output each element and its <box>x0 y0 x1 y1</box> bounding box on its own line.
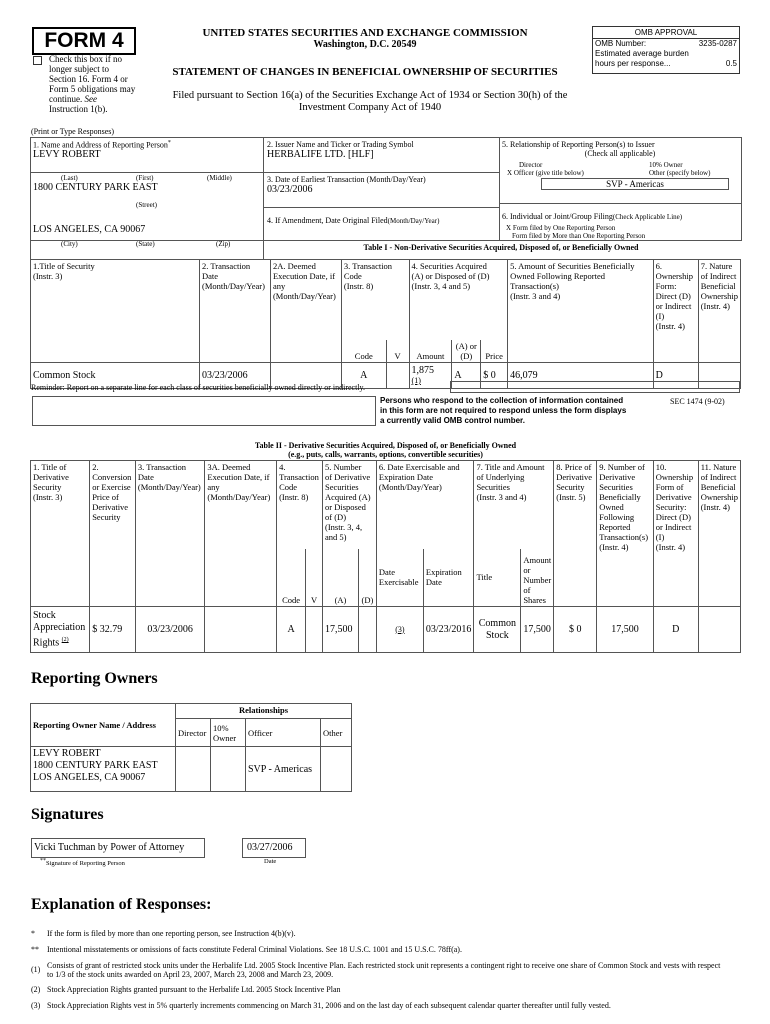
t2-h9: 9. Number of <box>599 462 645 472</box>
t2-h6: 6. Date Exercisable and <box>378 462 460 472</box>
notice-line-1: Persons who respond to the collection of information contained <box>380 396 624 405</box>
notice-line-2: in this form are not required to respond unless the form displays <box>380 406 627 415</box>
ro-owner-line: LEVY ROBERT <box>33 748 101 759</box>
t2-row-uamount: 17,500 <box>523 623 551 635</box>
t1-h2c: (Month/Day/Year) <box>202 281 265 291</box>
t1-h3b: Code <box>343 271 362 281</box>
t2-sub-exp: Expiration <box>425 567 462 578</box>
t1-h1b: (Instr. 3) <box>33 271 63 281</box>
t2-sub-amount: Number <box>523 575 552 585</box>
print-type: (Print or Type Responses) <box>31 127 115 136</box>
t2-h3a: any <box>207 482 220 492</box>
t2-h11: 11. Nature <box>700 462 737 472</box>
t2-h4: 4. <box>279 462 286 472</box>
t2-sub-exp: Date <box>425 577 442 588</box>
t2-h8: Security <box>556 482 585 492</box>
signature-date: 03/27/2006 <box>242 838 306 858</box>
t1-h3: 3. Transaction <box>343 261 393 271</box>
signatures-heading: Signatures <box>31 806 104 823</box>
t1-h4b: (A) or Disposed of (D) <box>411 271 490 281</box>
t1-h2a2: Execution Date, if <box>272 271 336 281</box>
t2-h10: (Instr. 4) <box>655 542 686 552</box>
t1-code: Code <box>354 350 373 361</box>
omb-hours-value: 0.5 <box>725 59 737 68</box>
footnote-1-link[interactable]: (1) <box>411 376 421 385</box>
t2-row-utitle: Stock <box>485 629 509 641</box>
t1-v: V <box>394 350 401 361</box>
t2-sub-code: Code <box>282 595 301 605</box>
t2-h3a: 3A. Deemed <box>207 462 251 472</box>
checkbox-line: Instruction 1(b). <box>49 104 108 114</box>
table-row <box>31 607 741 653</box>
t2-h10: 10. <box>655 462 667 472</box>
t2-h5: Acquired (A) <box>325 492 371 502</box>
t2-h3: Date <box>137 472 154 482</box>
t1-h2a4: (Month/Day/Year) <box>272 291 336 301</box>
t1-h2a: 2A. Deemed <box>272 261 316 271</box>
ro-col-ten: Owner <box>213 732 237 743</box>
t1-h7e: (Instr. 4) <box>700 301 730 311</box>
t2-h5: of Derivative <box>325 472 371 482</box>
t1-h1: 1.Title of Security <box>33 261 95 271</box>
filed-line-1: Filed pursuant to Section 16(a) of the Securities Exchange Act of 1934 or Section 30(h) of the <box>172 90 568 101</box>
reminder: Reminder: Report on a separate line for each class of securities beneficially owned directly or indirectly. <box>31 383 366 392</box>
omb-hours-label: hours per response... <box>595 59 671 68</box>
t2-h9: Owned <box>599 502 624 512</box>
officer-mark: X <box>507 169 513 177</box>
t2-h10: Form of <box>655 482 684 492</box>
t2-h10: Ownership <box>655 472 694 482</box>
explanation-heading: Explanation of Responses: <box>31 896 212 913</box>
t2-h10: Direct (D) <box>655 512 691 522</box>
ro-relationships: Relationships <box>238 705 289 715</box>
t2-h5: 5. Number <box>325 462 362 472</box>
earliest-date: 03/23/2006 <box>267 184 313 195</box>
box5-sub: (Check all applicable) <box>584 149 656 158</box>
note-text: Stock Appreciation Rights vest in 5% quarterly increments commencing on March 31, 2006 and on the last day of each subsequent calendar quarter thereafter until fully vested. <box>47 1001 611 1010</box>
box2-label: 2. Issuer Name and Ticker or Trading Symbol <box>267 140 414 149</box>
t1-price: Price <box>485 350 503 361</box>
ro-officer-value: SVP - Americas <box>248 763 313 775</box>
t2-h3: (Month/Day/Year) <box>137 482 201 492</box>
t2-h11: Beneficial <box>700 482 736 492</box>
t2-h7: of Underlying <box>476 472 525 482</box>
t2-row-price: $ 32.79 <box>92 623 123 635</box>
t2-h1: Derivative <box>33 472 69 482</box>
sig-spacer <box>203 838 241 856</box>
t2-h10: or Indirect <box>655 522 692 532</box>
box4-sub: (Month/Day/Year) <box>387 217 440 225</box>
t2-h10: Derivative <box>655 492 692 502</box>
t1-h2a3: any <box>272 281 286 291</box>
t2-h8: Derivative <box>556 472 593 482</box>
form-badge-text: FORM 4 <box>44 29 124 52</box>
t1-aord: (A) or <box>455 340 477 351</box>
issuer-name: HERBALIFE LTD. [HLF] <box>267 149 374 160</box>
notice-line-3: a currently valid OMB control number. <box>380 416 525 425</box>
t2-h6: (Month/Day/Year) <box>378 482 442 492</box>
officer-title: SVP - Americas <box>541 178 729 190</box>
explanation-list <box>31 929 721 1010</box>
t2-sub-title: Title <box>476 572 493 583</box>
t1-h2b: Date <box>202 271 219 281</box>
t2-h1: (Instr. 3) <box>33 492 63 502</box>
box6-line1: Form filed by One Reporting Person <box>512 224 616 232</box>
omb-number-label: OMB Number: <box>595 39 647 48</box>
signer-label: Signature of Reporting Person <box>46 860 125 868</box>
box4-label: 4. If Amendment, Date Original Filed <box>267 216 388 225</box>
note-mark: * <box>31 929 35 938</box>
note-mark: (2) <box>31 985 41 994</box>
t2-sub-d: (D) <box>361 595 374 605</box>
t2-sub-dateex: Exercisable <box>378 577 419 588</box>
box6-mark: X <box>506 224 512 232</box>
box6-label: 6. Individual or Joint/Group Filing <box>502 212 613 221</box>
t2-h11: (Instr. 4) <box>700 502 730 512</box>
t2-h5: of (D) <box>325 512 347 522</box>
t1-h7: 7. Nature <box>700 261 733 271</box>
t2-h9: Derivative <box>599 472 636 482</box>
t2-h10: Security: <box>655 502 687 512</box>
state-label: (State) <box>136 240 155 248</box>
table-1 <box>30 259 741 389</box>
t1-row-form: D <box>655 369 663 381</box>
ro-col-director: Director <box>178 727 207 738</box>
note-text: Intentional misstatements or omissions of facts constitute Federal Criminal Violations. See 18 U.S.C. 1001 and 15 U.S.C. 78ff(a). <box>47 945 462 954</box>
top-boxes: 1. Name and Address of Reporting Person* LEVY ROBERT (Last) (First) (Middle) 1800 CENTURY PARK EAST (Street) LOS ANGELES, CA 90067 2. Issuer Name and Ticker or Trading Symbol HERBALIFE LTD. [HLF] 3. Date of Earliest Transaction (Month/Day/Year) 03/23/2006 4. If Amendment, Date Original Filed(Month/Day/Year) 5. Relationship of Reporting Person(s) to Issuer (Check all applicable) Director 10% Owner X Officer (give title below) Other (specify below) SVP - Americas 6. Individual or Joint/Group Filing(Check Applicable Line) X Form filed by One Reporting Person Form filed by More than One Reporting Person <box>30 137 742 241</box>
t2-row-owned: 17,500 <box>611 623 639 635</box>
t1-row-code: A <box>360 369 368 381</box>
t2-h11: Ownership <box>700 492 738 502</box>
first-label: (First) <box>136 174 154 182</box>
t1-aord2: (D) <box>460 350 473 361</box>
reporter-name: LEVY ROBERT <box>33 148 101 160</box>
t2-row-form: D <box>672 623 680 635</box>
statement-title: STATEMENT OF CHANGES IN BENEFICIAL OWNERSHIP OF SECURITIES <box>172 66 558 78</box>
omb-box <box>592 26 740 74</box>
sec-title: UNITED STATES SECURITIES AND EXCHANGE COMMISSION <box>202 27 528 39</box>
t2-h9: Securities <box>599 482 633 492</box>
t1-h4: 4. Securities Acquired <box>411 261 487 271</box>
t2-h3a: (Month/Day/Year) <box>207 492 271 502</box>
t2-h3a: Execution Date, if <box>207 472 270 482</box>
t1-h2: 2. Transaction <box>202 261 251 271</box>
t1-h6: 6. <box>655 261 663 271</box>
checkbox-line: longer subject to <box>49 64 109 74</box>
t2-sub-v: V <box>310 595 318 605</box>
t2-h4: Transaction <box>279 472 319 482</box>
t2-h4: (Instr. 8) <box>279 492 309 502</box>
ro-owner-line: 1800 CENTURY PARK EAST <box>33 760 158 771</box>
t2-sub-a: (A) <box>334 595 347 605</box>
t2-h3: 3. Transaction <box>137 462 187 472</box>
omb-number-value: 3235-0287 <box>698 39 737 48</box>
city-label: (City) <box>61 240 78 248</box>
sec-code: SEC 1474 (9-02) <box>670 397 725 406</box>
t1-h6f: (I) <box>655 311 665 321</box>
t2-row-a: 17,500 <box>325 623 353 635</box>
t2-h5: Securities <box>325 482 359 492</box>
t2-sub-dateex: Date <box>378 567 395 578</box>
t2-h10: (I) <box>655 532 665 542</box>
t1-h3c: (Instr. 8) <box>343 281 374 291</box>
t2-h9: Beneficially <box>599 492 641 502</box>
footnote-2-link[interactable]: (2) <box>61 636 69 643</box>
box1-label: 1. Name and Address of Reporting Person <box>33 140 168 150</box>
box6-sub: (Check Applicable Line) <box>612 213 683 221</box>
box6-line2: Form filed by More than One Reporting Person <box>512 232 646 240</box>
note-mark: (3) <box>31 1001 41 1010</box>
t2-h5: or Disposed <box>325 502 366 512</box>
reminder-input <box>450 381 740 393</box>
t2-h2: or Exercise <box>92 482 131 492</box>
notice-box <box>32 396 376 426</box>
table2-subtitle: (e.g., puts, calls, warrants, options, convertible securities) <box>288 450 483 459</box>
table-2 <box>30 460 741 653</box>
t2-sub-amount: Amount <box>523 555 552 565</box>
t2-h2: Price of <box>92 492 119 502</box>
t1-row-title: Common Stock <box>33 369 96 381</box>
note-text: Consists of grant of restricted stock units under the Herbalife Ltd. 2005 Stock Incentive Plan. Each restricted stock unit represents a contingent right to receive one share of Common Stock and vests with respect to 1/3 of the stock units awarded on April 23, 2007, March 23, 2008 and March 23, 2009. <box>47 961 721 979</box>
ro-col-officer: Officer <box>248 727 273 738</box>
t2-h7: 7. Title and Amount <box>476 462 545 472</box>
t1-h6b: Ownership <box>655 271 693 281</box>
t2-h9: Following <box>599 512 635 522</box>
t2-row-dprice: $ 0 <box>568 623 582 635</box>
t1-h5b: Owned Following Reported <box>510 271 606 281</box>
other-label: Other (specify below) <box>649 169 711 177</box>
checkbox-see: See <box>84 94 97 104</box>
t2-h8: 8. Price of <box>556 462 592 472</box>
sec-city: Washington, D.C. 20549 <box>313 39 417 50</box>
note-text: Stock Appreciation Rights granted pursuant to the Herbalife Ltd. 2005 Stock Incentive Plan <box>47 985 341 994</box>
t1-h5: 5. Amount of Securities Beneficially <box>510 261 635 271</box>
note-mark: (1) <box>31 965 41 974</box>
t1-h4c: (Instr. 3, 4 and 5) <box>411 281 471 291</box>
checkbox-line: Check this box if no <box>49 54 122 64</box>
t1-h5c: Transaction(s) <box>510 281 559 291</box>
t1-h6c: Form: <box>655 281 677 291</box>
director-label: Director <box>519 161 543 169</box>
t1-row-owned: 46,079 <box>510 369 538 381</box>
ro-col-ten: 10% <box>213 722 229 733</box>
ro-col-name: Reporting Owner Name / Address <box>33 720 156 730</box>
t2-h2: 2. <box>92 462 99 472</box>
t2-h9: (Instr. 4) <box>599 542 629 552</box>
t1-row-amount: 1,875 <box>411 365 435 376</box>
t2-row-title: Stock <box>33 609 56 621</box>
reporter-street: 1800 CENTURY PARK EAST <box>33 182 158 193</box>
t2-row-title: Rights <box>33 637 60 649</box>
street-label: (Street) <box>136 201 157 209</box>
t2-h8: (Instr. 5) <box>556 492 586 502</box>
t2-row-date: 03/23/2006 <box>147 623 193 635</box>
t1-h7c: Beneficial <box>700 281 736 291</box>
t1-h7b: of Indirect <box>700 271 737 281</box>
ro-owner-line: LOS ANGELES, CA 90067 <box>33 772 146 783</box>
t1-row-ad: A <box>454 369 462 381</box>
t1-h5d: (Instr. 3 and 4) <box>510 291 561 301</box>
t2-h5: and 5) <box>325 532 347 542</box>
t2-h7: Securities <box>476 482 510 492</box>
checkbox-line: continue. <box>49 94 83 104</box>
date-label: Date <box>264 858 277 865</box>
t2-h7: (Instr. 3 and 4) <box>476 492 527 502</box>
reporting-owners-heading: Reporting Owners <box>31 670 158 687</box>
t2-h2: Security <box>92 512 121 522</box>
t2-h11: of Indirect <box>700 472 737 482</box>
reporting-owners-table <box>30 703 352 792</box>
t2-sub-amount: Shares <box>523 595 546 605</box>
t2-h9: Reported <box>599 522 631 532</box>
box3-label: 3. Date of Earliest Transaction (Month/Day/Year) <box>267 175 426 184</box>
box5-label: 5. Relationship of Reporting Person(s) to Issuer <box>502 140 655 149</box>
t1-h6g: (Instr. 4) <box>655 321 685 331</box>
t2-row-exp: 03/23/2016 <box>425 623 472 635</box>
omb-burden-label: Estimated average burden <box>595 49 689 58</box>
filed-line-2: Investment Company Act of 1940 <box>298 102 442 113</box>
note-mark: ** <box>31 945 39 954</box>
form-badge <box>32 27 136 55</box>
checkbox-line: Form 5 obligations may <box>49 84 136 94</box>
omb-title: OMB APPROVAL <box>593 27 739 39</box>
t2-h2: Conversion <box>92 472 132 482</box>
t2-h1: 1. Title of <box>33 462 67 472</box>
t2-h9: Transaction(s) <box>599 532 649 542</box>
last-label: (Last) <box>61 174 78 182</box>
t2-row-utitle: Common <box>478 617 516 629</box>
t1-row-price: $ 0 <box>483 369 496 381</box>
t1-h7d: Ownership <box>700 291 738 301</box>
t2-h6: Expiration Date <box>378 472 433 482</box>
t2-h5: (Instr. 3, 4, <box>325 522 363 532</box>
footnote-3-link[interactable]: (3) <box>395 624 405 634</box>
t2-row-title: Appreciation <box>33 621 86 633</box>
middle-label: (Middle) <box>207 174 232 182</box>
note-text: If the form is filed by more than one reporting person, see Instruction 4(b)(v). <box>47 929 296 938</box>
ro-col-other: Other <box>323 727 343 738</box>
reporter-city: LOS ANGELES, CA 90067 <box>33 224 146 235</box>
t1-h6e: or Indirect <box>655 301 692 311</box>
t2-h1: Security <box>33 482 62 492</box>
table-row <box>31 747 352 792</box>
t2-h4: Code <box>279 482 298 492</box>
table1-title: Table I - Non-Derivative Securities Acquired, Disposed of, or Beneficially Owned <box>363 243 639 252</box>
checkbox-line: Section 16. Form 4 or <box>49 74 128 84</box>
officer-label: Officer (give title below) <box>513 169 584 177</box>
table2-title: Table II - Derivative Securities Acquired, Disposed of, or Beneficially Owned <box>254 441 517 450</box>
t2-h2: Derivative <box>92 502 129 512</box>
zip-label: (Zip) <box>216 240 231 248</box>
t1-row-date: 03/23/2006 <box>202 369 248 381</box>
t2-row-code: A <box>287 623 295 635</box>
form5-checkbox[interactable] <box>33 56 42 65</box>
ten-pct-label: 10% Owner <box>649 161 683 169</box>
t1-amount: Amount <box>416 350 445 361</box>
t2-sub-amount: of <box>523 585 531 595</box>
t1-h6d: Direct (D) <box>655 291 691 301</box>
checkbox-section <box>33 54 153 114</box>
t2-sub-amount: or <box>523 565 531 575</box>
signer: Vicki Tuchman by Power of Attorney <box>31 838 205 858</box>
